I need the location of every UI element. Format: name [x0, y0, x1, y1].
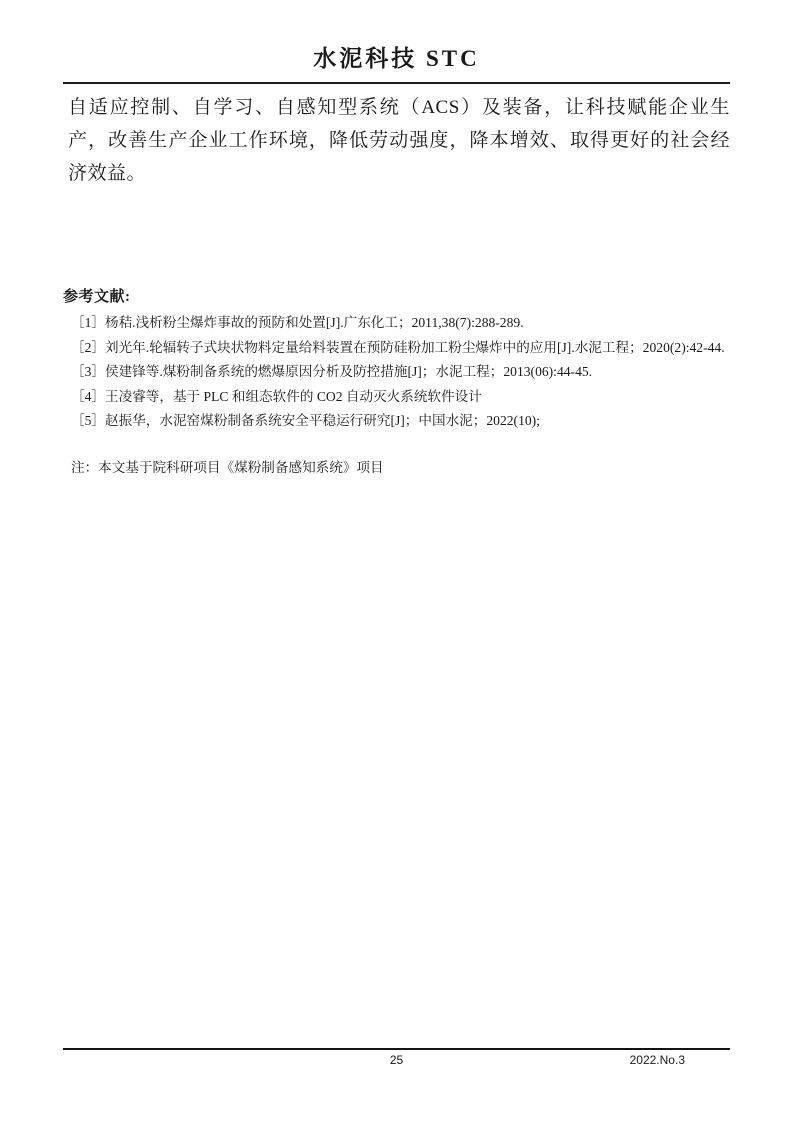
- references-section: [63, 287, 730, 481]
- page-number: 25: [389, 1053, 404, 1067]
- note-line: 注：本文基于院科研项目《煤粉制备感知系统》项目: [71, 459, 384, 475]
- page-footer: [0, 1048, 793, 1070]
- journal-title: 水泥科技 STC: [313, 46, 480, 71]
- header-rule: [63, 82, 730, 84]
- body-paragraph: 自适应控制、自学习、自感知型系统（ACS）及装备，让科技赋能企业生产，改善生产企业工作环境，降低劳动强度，降本增效、取得更好的社会经济效益。: [68, 97, 730, 184]
- issue-label: 2022.No.3: [629, 1053, 685, 1067]
- reference-item-1: ［1］杨秸.浅析粉尘爆炸事故的预防和处置[J].广东化工；2011,38(7):288-289.: [71, 315, 524, 330]
- reference-item-3: ［3］侯建锋等.煤粉制备系统的燃爆原因分析及防控措施[J]；水泥工程；2013(06):44-45.: [71, 364, 593, 380]
- reference-item-2: ［2］刘光年.轮辐转子式块状物料定量给料装置在预防硅粉加工粉尘爆炸中的应用[J].水泥工程；2020(2):42-44.: [71, 339, 725, 355]
- reference-item-5: ［5］赵振华，水泥窑煤粉制备系统安全平稳运行研究[J]；中国水泥；2022(10);: [71, 413, 540, 429]
- reference-item-4: ［4］王凌睿等，基于 PLC 和组态软件的 CO2 自动灭火系统软件设计: [71, 388, 482, 404]
- page-header: [0, 0, 793, 84]
- footer-row: [63, 1050, 730, 1070]
- references-heading: 参考文献:: [63, 289, 131, 305]
- page-main: [0, 91, 793, 481]
